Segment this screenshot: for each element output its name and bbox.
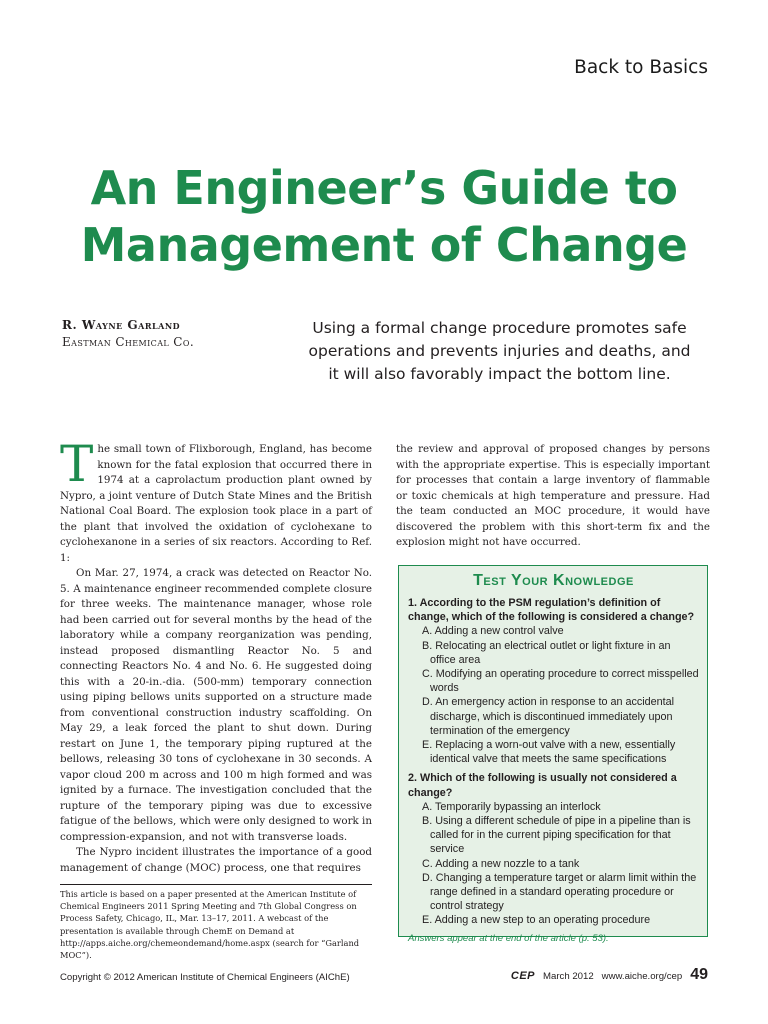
- author-org: Eastman Chemical Co.: [62, 335, 195, 349]
- quiz-q1-option: C. Modifying an operating procedure to correct misspelled words: [422, 668, 699, 695]
- body-column-right: [396, 442, 710, 551]
- quiz-q2-option: A. Temporarily bypassing an interlock: [422, 800, 601, 813]
- quiz-question-2: 2. Which of the following is usually not considered a change?: [408, 772, 677, 799]
- paragraph-2: On Mar. 27, 1974, a crack was detected on Reactor No. 5. A maintenance engineer recommended complete closure for three weeks. The maintenance manager, whose role had been carried out for several months by the head of the laboratory while a company reorganization was pending, instead proposed dismantling Reactor No. 5 and connecting Reactors No. 4 and No. 6. He suggested doing this with a 20-in.-dia. (500-mm) temporary connection using piping bellows units supported on a structure made from conventional construction industry scaffolding. On May 29, a leak forced the plant to shut down. During restart on June 1, the temporary piping ruptured at the bellows, releasing 30 tons of cyclohexane in 30 seconds. A vapor cloud 200 m across and 100 m high formed and was ignited by a furnace. The investigation concluded that the rupture of the temporary piping was due to excessive fatigue of the bellows, which were only designed to work in compression-expansion, and not with transverse loads.: [60, 567, 372, 843]
- article-deck: Using a formal change procedure promotes safe operations and prevents injuries and deaths, and it will also favorably impact the bottom line.: [308, 319, 691, 383]
- author-name: R. Wayne Garland: [62, 318, 181, 332]
- quiz-question-1: 1. According to the PSM regulation’s definition of change, which of the following is considered a change?: [408, 597, 695, 624]
- quiz-q2-option: D. Changing a temperature target or alarm limit within the range defined in a standard operating procedure or control strategy: [422, 871, 697, 913]
- publication-logo: CEP: [510, 970, 535, 982]
- paragraph-1: [60, 435, 372, 566]
- page-footer: [511, 966, 708, 984]
- section-label: Back to Basics: [574, 57, 708, 78]
- drop-cap: T: [60, 435, 94, 493]
- quiz-sidebar: [398, 565, 708, 944]
- body-column-left: [60, 435, 372, 876]
- quiz-q1-option: B. Relocating an electrical outlet or light fixture in an office area: [422, 639, 671, 666]
- title-line-2: Management of Change: [80, 218, 688, 272]
- paragraph-1-text: he small town of Flixborough, England, has become known for the fatal explosion that occurred there in 1974 at a caprolactum production plant owned by Nypro, a joint venture of Dutch State Mines and the British National Coal Board. The explosion took place in a part of the plant that involved the oxidation of cyclohexane to cyclohexanone in a series of six reactors. According to Ref. 1:: [60, 443, 372, 564]
- title-line-1: An Engineer’s Guide to: [90, 161, 678, 215]
- quiz-q2-option: B. Using a different schedule of pipe in a pipeline than is called for in the current piping specification for that service: [422, 815, 691, 856]
- paragraph-3: The Nypro incident illustrates the importance of a good management of change (MOC) process, one that requires: [60, 846, 372, 874]
- copyright-notice: Copyright © 2012 American Institute of Chemical Engineers (AIChE): [60, 972, 350, 983]
- footnote-divider: [60, 884, 372, 885]
- quiz-q1-option: D. An emergency action in response to an accidental discharge, which is discontinued immediately upon termination of the emergency: [422, 696, 675, 737]
- footnote: This article is based on a paper presented at the American Institute of Chemical Engineers 2011 Spring Meeting and 7th Global Congress on Process Safety, Chicago, IL, Mar. 13–17, 2011. A webcast of the presentation is available through ChemE on Demand at http://apps.aiche.org/chemeondemand/home.aspx (search for “Garland MOC”).: [60, 889, 360, 961]
- article-title: [0, 160, 768, 274]
- page-number: 49: [690, 966, 708, 983]
- quiz-answers-note: Answers appear at the end of the article (p. 53).: [408, 932, 609, 944]
- quiz-q1-option: E. Replacing a worn-out valve with a new, essentially identical valve that meets the same specifications: [422, 739, 676, 766]
- quiz-q1-option: A. Adding a new control valve: [422, 625, 564, 638]
- publication-url: www.aiche.org/cep: [601, 971, 683, 982]
- quiz-q2-option: E. Adding a new step to an operating procedure: [422, 914, 651, 927]
- issue-date: March 2012: [543, 971, 594, 982]
- author-block: [62, 318, 194, 349]
- quiz-title: Test Your Knowledge: [473, 572, 634, 589]
- paragraph-4: the review and approval of proposed changes by persons with the appropriate expertise. This is especially important for processes that contain a large inventory of flammable or toxic chemicals at high temperature and pressure. Had the team conducted an MOC procedure, it would have discovered the problem with this short-term fix and the explosion might not have occurred.: [396, 443, 710, 548]
- quiz-q2-option: C. Adding a new nozzle to a tank: [422, 857, 580, 870]
